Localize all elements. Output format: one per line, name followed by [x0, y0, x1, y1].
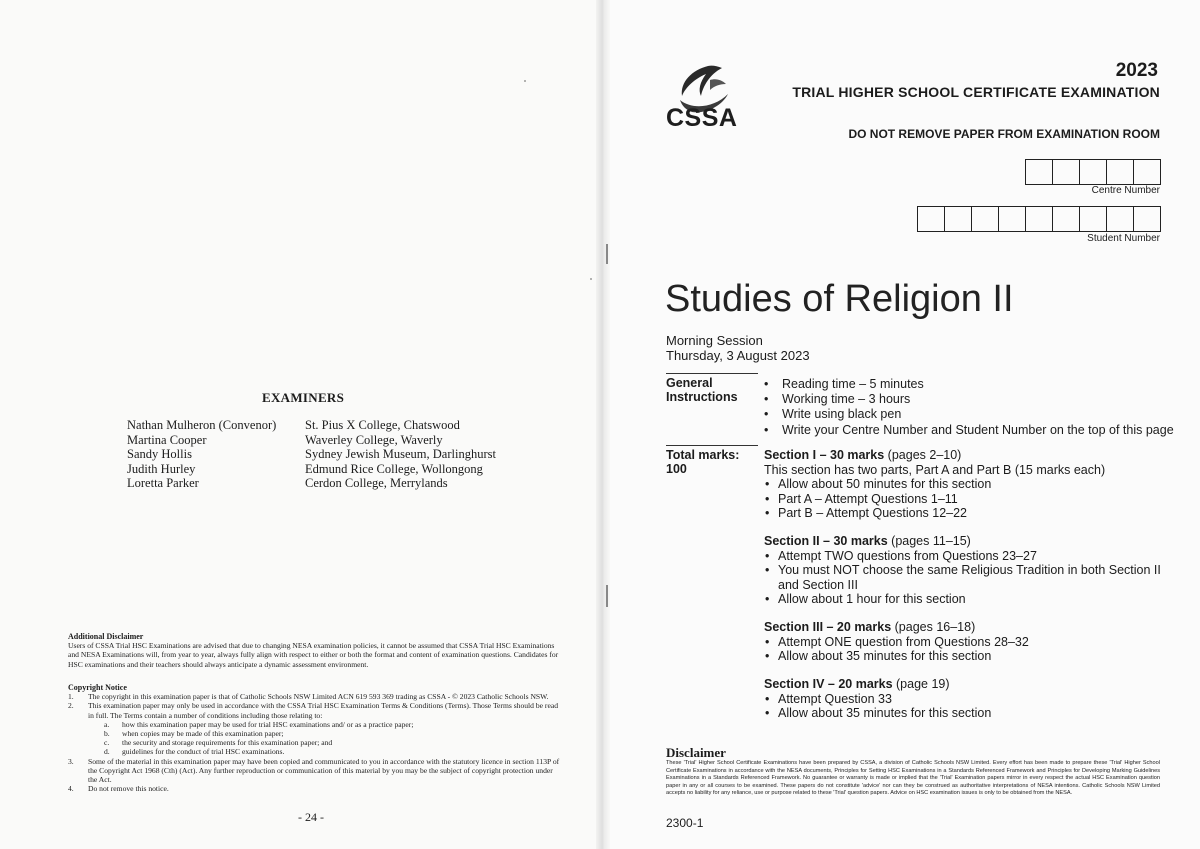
book-gutter	[596, 0, 610, 849]
student-number-label: Student Number	[1087, 233, 1160, 244]
section-bullet: • Part A – Attempt Questions 1–11	[765, 491, 958, 506]
student-number-boxes[interactable]	[917, 206, 1161, 232]
copyright-subitem	[68, 747, 560, 756]
section-bullet: • Part B – Attempt Questions 12–22	[765, 506, 968, 521]
scan-speck	[524, 80, 526, 82]
section-heading: Section III – 20 marks	[764, 620, 892, 634]
instruction-item: • Reading time – 5 minutes	[764, 377, 1174, 392]
examiner-school: St. Pius X College, Chatswood	[305, 418, 460, 432]
item-number: 4.	[68, 784, 74, 794]
section-bullet: • Allow about 50 minutes for this section	[765, 477, 992, 492]
bullet-text: Allow about 35 minutes for this section	[778, 649, 992, 664]
bullet-text: Allow about 1 hour for this section	[778, 592, 966, 607]
additional-disclaimer	[68, 632, 560, 669]
session-date: Thursday, 3 August 2023	[666, 348, 810, 363]
student-number-digit-box[interactable]	[918, 207, 945, 231]
divider-line	[666, 445, 758, 446]
item-text: Do not remove this notice.	[88, 784, 169, 794]
subitem-text: when copies may be made of this examination paper;	[122, 729, 284, 739]
bullet-text: Part B – Attempt Questions 12–22	[778, 506, 968, 521]
examiner-names	[127, 418, 276, 491]
bullet-text: You must NOT choose the same Religious Tradition in both Section II and Section III	[778, 563, 1161, 592]
instruction-item: • Write using black pen	[764, 407, 1174, 422]
student-number-digit-box[interactable]	[1053, 207, 1080, 231]
section-4	[764, 677, 991, 721]
subitem-text: the security and storage requirements for this examination paper; and	[122, 738, 333, 748]
subitem-letter: d.	[104, 747, 110, 757]
section-bullet: • Allow about 35 minutes for this section	[765, 649, 992, 664]
subitem-text: how this examination paper may be used for trial HSC examinations and/ or as a practice paper;	[122, 719, 414, 729]
section-bullet: • Attempt TWO questions from Questions 23–27	[765, 548, 1037, 563]
additional-disclaimer-heading: Additional Disclaimer	[68, 632, 144, 641]
bullet-text: Allow about 50 minutes for this section	[778, 477, 992, 492]
paper-code: 2300-1	[666, 816, 704, 830]
section-1	[764, 448, 1105, 521]
copyright-item	[68, 701, 560, 719]
item-text: The copyright in this examination paper is that of Catholic Schools NSW Limited ACN 619 593 369 trading as CSSA - © 2023 Catholic Schools NSW.	[88, 692, 549, 702]
examiners-heading: EXAMINERS	[262, 390, 345, 405]
examiner-school: Edmund Rice College, Wollongong	[305, 461, 483, 476]
item-text: This examination paper may only be used in accordance with the CSSA Trial HSC Examination Terms & Conditions (Terms). Those Terms should be read in full. The Terms contain a number of conditions including those relating to:	[88, 701, 558, 720]
section-heading: Section I – 30 marks	[764, 448, 885, 462]
copyright-subitem	[68, 720, 560, 729]
student-number-digit-box[interactable]	[1134, 207, 1160, 231]
general-instructions-list	[764, 377, 1174, 438]
exam-year: 2023	[1115, 60, 1158, 81]
section-2	[764, 534, 1164, 607]
copyright-item	[68, 692, 560, 701]
examiner-school: Sydney Jewish Museum, Darlinghurst	[305, 447, 496, 461]
student-number-digit-box[interactable]	[972, 207, 999, 231]
subitem-letter: b.	[104, 729, 110, 739]
section-bullet: • Attempt Question 33	[765, 691, 892, 706]
copyright-item	[68, 757, 560, 785]
bullet-text: Allow about 35 minutes for this section	[778, 706, 992, 721]
student-number-digit-box[interactable]	[1080, 207, 1107, 231]
item-number: 2.	[68, 701, 74, 711]
section-pages: (pages 11–15)	[887, 534, 971, 548]
section-bullet: • Allow about 1 hour for this section	[765, 592, 966, 607]
exam-title: TRIAL HIGHER SCHOOL CERTIFICATE EXAMINATION	[792, 84, 1160, 100]
total-marks	[666, 448, 739, 476]
item-number: 1.	[68, 692, 74, 702]
section-bullet: • Allow about 35 minutes for this section	[765, 706, 992, 721]
examiner-name: Sandy Hollis	[127, 447, 192, 461]
section-pages: (pages 2–10)	[884, 448, 962, 462]
centre-number-boxes[interactable]	[1025, 159, 1161, 185]
instruction-item: • Write your Centre Number and Student Number on the top of this page	[764, 423, 1174, 438]
scan-mark	[606, 585, 608, 607]
student-number-digit-box[interactable]	[999, 207, 1026, 231]
section-3	[764, 620, 1029, 664]
centre-number-digit-box[interactable]	[1134, 160, 1160, 184]
examiner-name: Judith Hurley	[127, 461, 196, 476]
item-text: Some of the material in this examination paper may have been copied and communicated to you in accordance with the statutory licence in section 113P of the Copyright Act 1968 (Cth) (Act). Any further reproduction or communication of this material by you may be the subject of copyright protection under the Act.	[88, 756, 560, 785]
copyright-subitem	[68, 729, 560, 738]
cssa-logo-text: CSSA	[666, 104, 738, 132]
section-heading: Section II – 30 marks	[764, 534, 888, 548]
examiner-name: Nathan Mulheron (Convenor)	[127, 418, 277, 432]
examiner-school: Cerdon College, Merrylands	[305, 476, 448, 490]
copyright-heading: Copyright Notice	[68, 683, 127, 692]
subitem-letter: c.	[104, 738, 110, 748]
session-info	[666, 333, 810, 363]
scan-mark	[606, 244, 608, 264]
centre-number-digit-box[interactable]	[1080, 160, 1107, 184]
examiner-name: Loretta Parker	[127, 476, 199, 490]
total-marks-label: Total marks:	[666, 448, 740, 462]
copyright-subitem	[68, 738, 560, 747]
scan-speck	[590, 278, 592, 280]
page-number: - 24 -	[298, 810, 324, 824]
divider-line	[666, 373, 758, 374]
student-number-digit-box[interactable]	[945, 207, 972, 231]
student-number-digit-box[interactable]	[1107, 207, 1134, 231]
centre-number-digit-box[interactable]	[1053, 160, 1080, 184]
general-instructions-label	[666, 376, 738, 404]
total-marks-value: 100	[666, 462, 687, 476]
item-number: 3.	[68, 756, 74, 766]
label-line: Instructions	[666, 390, 738, 404]
disclaimer-heading: Disclaimer	[666, 745, 726, 760]
subject-title: Studies of Religion II	[665, 278, 1014, 320]
centre-number-label: Centre Number	[1091, 185, 1160, 196]
additional-disclaimer-text: Users of CSSA Trial HSC Examinations are advised that due to changing NESA examination policies, it cannot be assumed that CSSA Trial HSC Examinations and NESA Examinations will, from year to year, always fully align with respect to either or both the format and content of examination questions. Candidates for HSC examinations and their teachers should always anticipate a dynamic assessment environment.	[68, 641, 559, 669]
bullet-text: Attempt TWO questions from Questions 23–27	[778, 548, 1037, 563]
copyright-notice	[68, 683, 560, 793]
label-line: General	[666, 376, 713, 390]
bullet-text: Part A – Attempt Questions 1–11	[778, 491, 958, 506]
section-bullet: • Attempt ONE question from Questions 28–32	[765, 634, 1029, 649]
subitem-text: guidelines for the conduct of trial HSC examinations.	[122, 747, 285, 757]
subitem-letter: a.	[104, 719, 110, 729]
section-pages: (page 19)	[892, 677, 950, 691]
disclaimer-text: These 'Trial' Higher School Certificate Examinations have been prepared by CSSA, a division of Catholic Schools NSW Limited. Every effort has been made to prepare these 'Trial' Higher School Certificate Examinations in accordance with the NESA documents, Principles for Setting HSC Examinations in a Standards Referenced Framework and Principles for Developing Marking Guidelines Examinations in a Standards Referenced Framework. No guarantee or warranty is made or implied that the 'Trial' Examination papers mirror in every respect the actual HSC Examination question paper in any or all courses to be examined. These papers do not constitute 'advice' nor can they be construed as authoritative interpretations of NESA intentions. Catholic Schools NSW Limited accepts no liability for any reliance, use or purpose related to these 'Trial' question papers. Advice on HSC examination issues is only to be obtained from the NESA.	[666, 760, 1160, 797]
section-heading: Section IV – 20 marks	[764, 677, 893, 691]
do-not-remove-notice: DO NOT REMOVE PAPER FROM EXAMINATION ROOM	[848, 127, 1160, 141]
examiner-schools	[305, 418, 496, 491]
examiner-school: Waverley College, Waverly	[305, 432, 443, 447]
centre-number-digit-box[interactable]	[1107, 160, 1134, 184]
instruction-item: • Working time – 3 hours	[764, 392, 1174, 407]
bullet-text: Attempt Question 33	[778, 691, 892, 706]
examiner-name: Martina Cooper	[127, 432, 207, 447]
section-description: This section has two parts, Part A and Part B (15 marks each)	[764, 462, 1106, 477]
centre-number-digit-box[interactable]	[1026, 160, 1053, 184]
bullet-text: Attempt ONE question from Questions 28–32	[778, 634, 1029, 649]
section-pages: (pages 16–18)	[891, 620, 976, 634]
copyright-item	[68, 784, 560, 793]
section-bullet: • You must NOT choose the same Religious Tradition in both Section II and Section III	[764, 563, 1164, 592]
session-name: Morning Session	[666, 333, 763, 348]
student-number-digit-box[interactable]	[1026, 207, 1053, 231]
